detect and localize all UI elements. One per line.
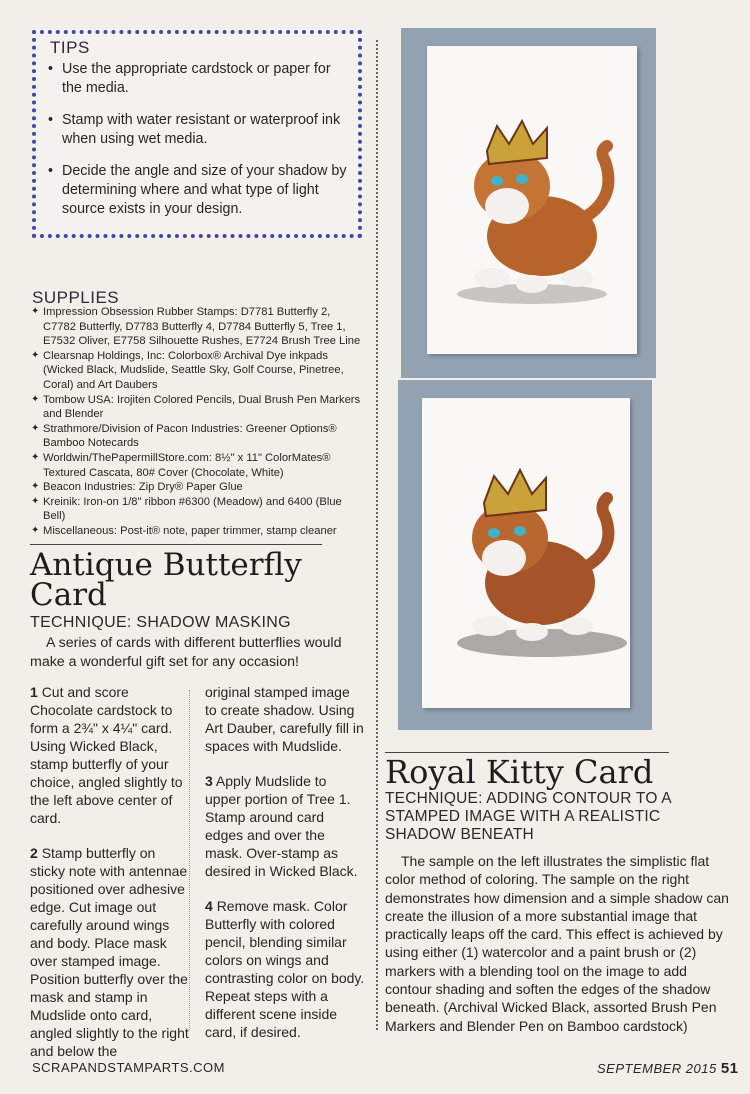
footer-issue: SEPTEMBER 2015 51 — [597, 1060, 739, 1077]
bullet-icon: • — [48, 61, 54, 77]
antique-intro: A series of cards with different butterflies would make a wonderful gift set for any occasion! — [30, 635, 342, 670]
supplies-title: SUPPLIES — [32, 288, 120, 307]
tips-title: TIPS — [50, 38, 90, 57]
antique-title: Antique Butterfly Card — [30, 547, 302, 613]
bullet-icon: • — [48, 112, 54, 128]
diamond-bullet-icon: ✦ — [31, 422, 40, 434]
section-rule — [30, 544, 322, 545]
diamond-bullet-icon: ✦ — [31, 524, 40, 536]
royal-title: Royal Kitty Card — [385, 753, 654, 791]
supply-item: ✦ Impression Obsession Rubber Stamps: D7781 Butterfly 2, C7782 Butterfly, D7783 Butterfly 4, D7784 Butterfly 5, Tree 1, E7532 Oliver, E7758 Silhouette Rushes, E7724 Brush Tree Line — [31, 306, 361, 348]
diamond-bullet-icon: ✦ — [31, 495, 40, 507]
supply-item: ✦ Strathmore/Division of Pacon Industries: Greener Options® Bamboo Notecards — [31, 422, 337, 450]
diamond-bullet-icon: ✦ — [31, 349, 40, 361]
tips-list — [48, 60, 353, 232]
footer-site: SCRAPANDSTAMPARTS.COM — [32, 1060, 226, 1075]
step-3: 3 Apply Mudslide to upper portion of Tree 1. Stamp around card edges and over the mask. Over-stamp as desired in Wicked Black. — [205, 773, 358, 879]
kitty-card-shaded — [422, 398, 630, 708]
kitty-illustration-shaded — [422, 398, 630, 708]
supply-item: ✦ Miscellaneous: Post-it® note, paper trimmer, stamp cleaner — [31, 524, 337, 537]
diamond-bullet-icon: ✦ — [31, 451, 40, 463]
supply-item: ✦ Beacon Industries: Zip Dry® Paper Glue — [31, 481, 243, 494]
tip-item: • Stamp with water resistant or waterproof ink when using wet media. — [48, 112, 341, 147]
supply-item: ✦ Clearsnap Holdings, Inc: Colorbox® Archival Dye inkpads (Wicked Black, Mudslide, Seattle Sky, Golf Course, Pinetree, Coral) and Art Daubers — [31, 349, 344, 391]
step-4: 4 Remove mask. Color Butterfly with colored pencil, blending similar colors on wings and contrasting color on body. Repeat steps with a different scene inside card, if desired. — [205, 898, 365, 1040]
step-1: 1 Cut and score Chocolate cardstock to form a 2¾" x 4¼" card. Using Wicked Black, stamp butterfly of your choice, angled slightly to the left above center of card. — [30, 684, 183, 826]
tip-item: • Decide the angle and size of your shadow by determining where and what type of light source exists in your design. — [48, 163, 347, 217]
page-number: 51 — [720, 1060, 739, 1077]
diamond-bullet-icon: ✦ — [31, 306, 40, 317]
supplies-list — [31, 305, 363, 539]
royal-technique: TECHNIQUE: ADDING CONTOUR TO A STAMPED IMAGE WITH A REALISTIC SHADOW BENEATH — [385, 790, 671, 843]
royal-body: The sample on the left illustrates the simplistic flat color method of coloring. The sample on the right demonstrates how dimension and a simple shadow can create the illusion of a more substantial image that practically leaps off the card. This effect is achieved by using either (1) watercolor and a paint brush or (2) markers with a blending tool on the image to add contour shading and soften the edges of the shadow beneath. (Archival Wicked Black, assorted Brush Pen Markers and Blender Pen on Bamboo cardstock) — [385, 853, 729, 1034]
kitty-photo-top — [401, 28, 656, 378]
kitty-card-flat — [427, 46, 637, 354]
step-2-continued: original stamped image to create shadow. Using Art Dauber, carefully fill in spaces with Mudslide. — [205, 684, 364, 754]
tip-item: • Use the appropriate cardstock or paper for the media. — [48, 61, 331, 96]
step-2: 2 Stamp butterfly on sticky note with antennae positioned over adhesive edge. Cut image out carefully around wings and body. Place mask over stamped image. Position butterfly over the mask and stamp in Mudslide onto card, angled slightly to the right and below the — [30, 845, 189, 1059]
diamond-bullet-icon: ✦ — [31, 393, 40, 405]
supply-item: ✦ Tombow USA: Irojiten Colored Pencils, Dual Brush Pen Markers and Blender — [31, 393, 361, 421]
column-divider — [189, 690, 190, 1030]
antique-column-1 — [30, 683, 190, 1077]
diamond-bullet-icon: ✦ — [31, 481, 40, 493]
supply-item: ✦ Kreinik: Iron-on 1/8" ribbon #6300 (Meadow) and 6400 (Blue Bell) — [31, 495, 342, 523]
kitty-photo-bottom — [398, 380, 652, 730]
supply-item: ✦ Worldwin/ThePapermillStore.com: 8½" x 11" ColorMates® Textured Cascata, 80# Cover (Chocolate, White) — [31, 451, 331, 479]
antique-column-2 — [205, 683, 365, 1058]
kitty-illustration-flat — [427, 46, 637, 354]
bullet-icon: • — [48, 163, 54, 179]
page-divider — [376, 40, 378, 1030]
antique-technique: TECHNIQUE: SHADOW MASKING — [30, 614, 291, 631]
